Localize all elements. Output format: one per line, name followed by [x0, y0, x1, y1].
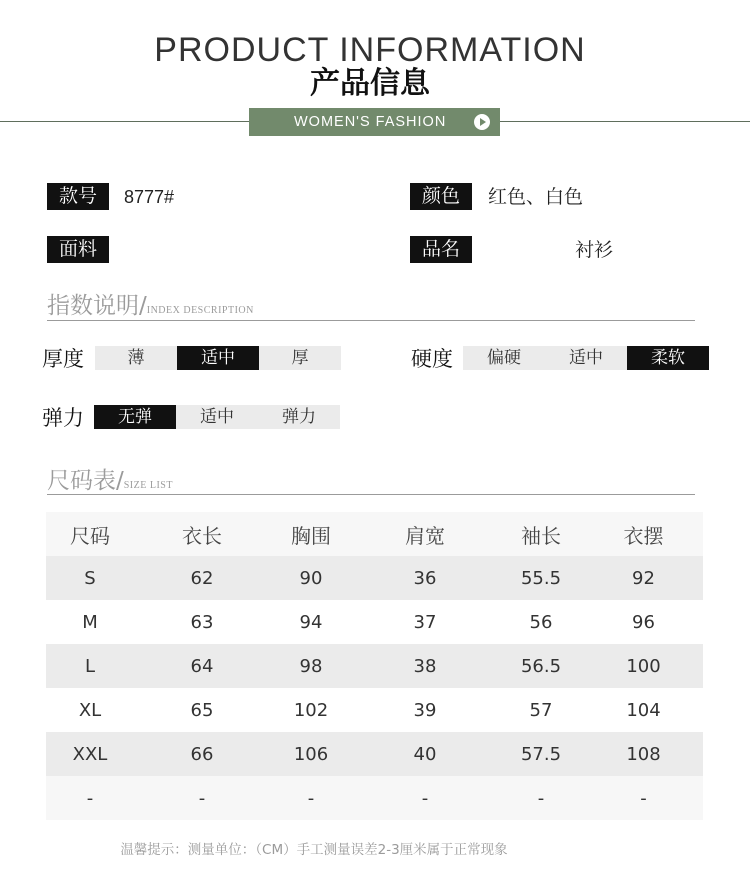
elasticity-option-elastic: 弹力: [258, 405, 340, 429]
table-cell: 108: [626, 743, 661, 765]
hardness-option-hard: 偏硬: [463, 346, 545, 370]
fabric-label: 面料: [47, 236, 109, 263]
hardness-label: 硬度: [411, 347, 453, 371]
page-title-cn: 产品信息: [310, 66, 430, 101]
table-cell: 37: [413, 611, 437, 633]
table-header-row: [46, 512, 703, 556]
table-cell: 57: [529, 699, 553, 721]
index-section-divider: [47, 320, 695, 321]
table-cell: XL: [78, 699, 102, 721]
table-cell: 39: [413, 699, 437, 721]
table-cell: 65: [190, 699, 214, 721]
table-cell: 100: [626, 655, 661, 677]
table-header-cell: 胸围: [291, 523, 331, 548]
table-cell: 94: [299, 611, 323, 633]
table-cell: 36: [413, 567, 437, 589]
table-cell: 55.5: [520, 567, 562, 589]
table-row: [46, 732, 703, 776]
thickness-option-thick: 厚: [259, 346, 341, 370]
table-cell: 98: [299, 655, 323, 677]
table-cell: 64: [190, 655, 214, 677]
table-cell: -: [537, 787, 545, 809]
index-title-en: INDEX DESCRIPTION: [146, 305, 254, 316]
table-cell: -: [198, 787, 206, 809]
table-row: [46, 688, 703, 732]
table-header-cell: 衣长: [182, 523, 222, 548]
table-row: [46, 556, 703, 600]
table-cell: 56: [529, 611, 553, 633]
size-title-cn: 尺码表/: [47, 468, 124, 494]
table-cell: 92: [632, 567, 655, 589]
thickness-option-medium: 适中: [177, 346, 259, 370]
size-table: [46, 512, 703, 820]
index-title-cn: 指数说明/: [47, 293, 147, 319]
banner-label: WOMEN'S FASHION: [294, 114, 447, 130]
elasticity-option-medium: 适中: [176, 405, 258, 429]
table-cell: -: [640, 787, 647, 809]
table-cell: 62: [190, 567, 214, 589]
size-title-en: SIZE LIST: [123, 480, 173, 491]
table-cell: 56.5: [520, 655, 562, 677]
table-row: [46, 644, 703, 688]
table-cell: -: [307, 787, 315, 809]
size-section-title: [47, 466, 173, 496]
color-value: 红色、白色: [488, 186, 584, 208]
size-section-divider: [47, 494, 695, 495]
table-cell: 63: [190, 611, 214, 633]
table-header-cell: 肩宽: [405, 523, 445, 548]
table-cell: 90: [299, 567, 323, 589]
table-cell: 38: [413, 655, 437, 677]
hardness-option-medium: 适中: [545, 346, 627, 370]
table-header-cell: 衣摆: [623, 523, 664, 548]
index-section-title: [47, 291, 254, 321]
table-cell: 96: [632, 611, 655, 633]
table-cell: S: [84, 567, 96, 589]
table-row: [46, 600, 703, 644]
table-cell: L: [84, 655, 96, 677]
table-cell: -: [86, 787, 94, 809]
style-no-value: 8777#: [124, 187, 175, 207]
table-cell: 66: [190, 743, 214, 765]
table-row: [46, 776, 703, 820]
elasticity-label: 弹力: [42, 406, 84, 430]
play-circle-icon: [474, 114, 490, 130]
table-cell: 106: [293, 743, 329, 765]
table-cell: 104: [626, 699, 661, 721]
hardness-option-soft: 柔软: [627, 346, 709, 370]
table-header-cell: 尺码: [70, 523, 110, 548]
thickness-option-thin: 薄: [95, 346, 177, 370]
table-cell: XXL: [72, 743, 108, 765]
name-label: 品名: [410, 236, 472, 263]
table-cell: M: [82, 611, 98, 633]
page-title-en: PRODUCT INFORMATION: [154, 31, 586, 69]
table-cell: 57.5: [520, 743, 562, 765]
table-cell: 102: [293, 699, 329, 721]
color-label: 颜色: [410, 183, 472, 210]
elasticity-option-none: 无弹: [94, 405, 176, 429]
table-cell: 40: [413, 743, 437, 765]
style-no-label: 款号: [47, 183, 109, 210]
measurement-note: 温馨提示：测量单位：（CM）手工测量误差2-3厘米属于正常现象: [120, 842, 508, 858]
table-cell: -: [421, 787, 429, 809]
name-value: 衬衫: [575, 239, 614, 261]
thickness-label: 厚度: [42, 347, 84, 371]
table-header-cell: 袖长: [521, 523, 561, 548]
